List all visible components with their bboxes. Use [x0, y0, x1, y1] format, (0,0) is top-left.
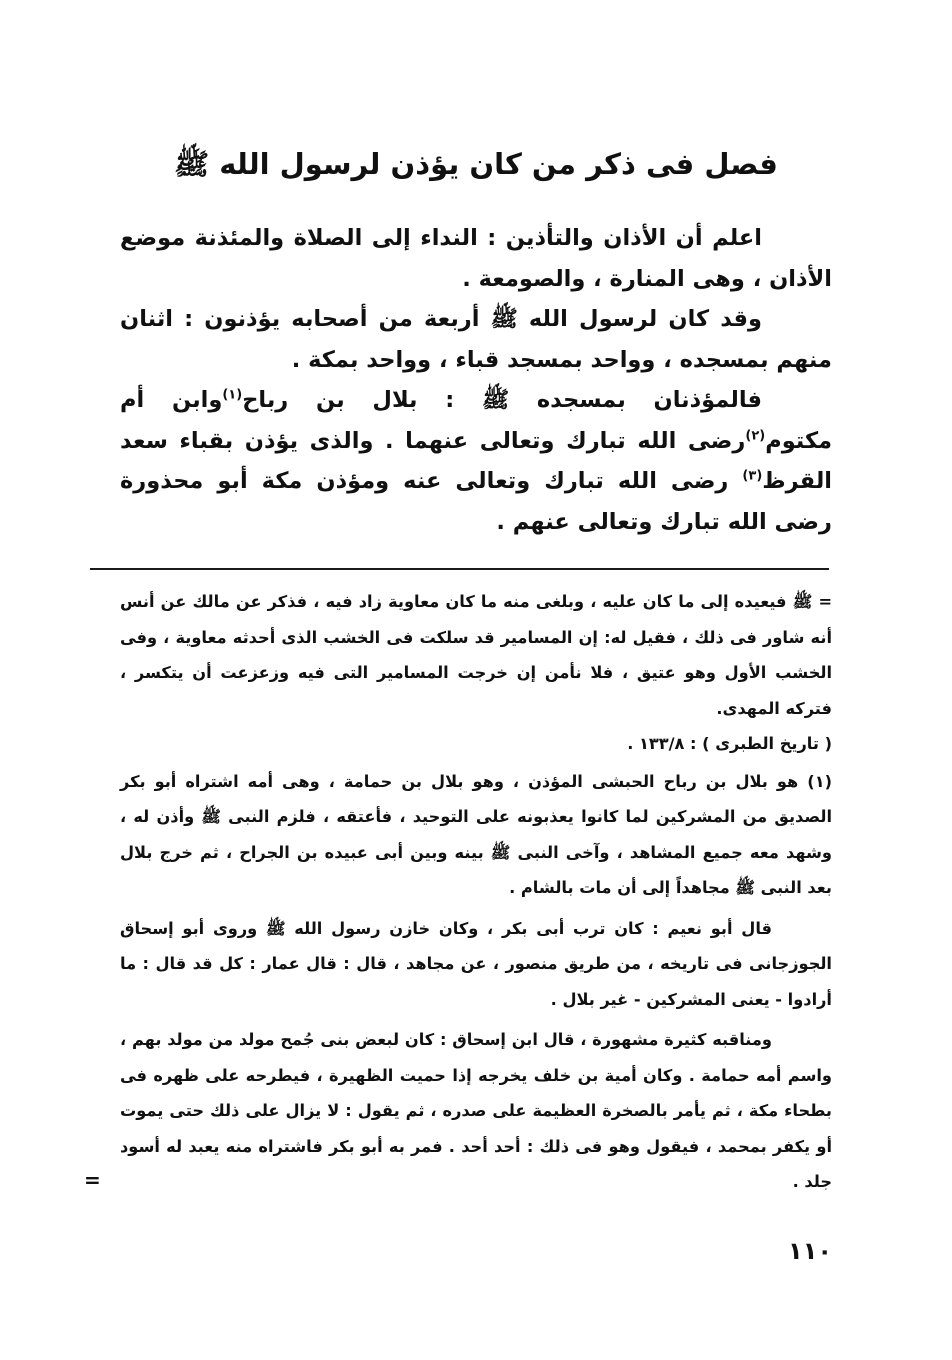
main-paragraph-2: وقد كان لرسول الله ﷺ أربعة من أصحابه يؤذنون : اثنان منهم بمسجده ، وواحد بمسجد قباء ، وواحد بمكة . [120, 306, 832, 373]
paragraph-3-part-d: رضى الله تبارك وتعالى عنه ومؤذن مكة أبو محذورة رضى الله تبارك وتعالى عنهم . [120, 468, 832, 535]
chapter-title: فصل فى ذكر من كان يؤذن لرسول الله ﷺ [174, 147, 778, 181]
footnote-1-paragraph-3: ومناقبه كثيرة مشهورة ، قال ابن إسحاق : كان لبعض بنى جُمح مولد من مولد بهم ، واسم أمه حمامة . وكان أمية بن خلف يخرجه إذا حميت الظهيرة ، فيطرحه على ظهره فى بطحاء مكة ، ثم يأمر بالصخرة العظيمة على صدره ، ثم يقول : لا يزال على ذلك حتى يموت أو يكفر بمحمد ، فيقول وهو فى ذلك : أحد أحد . فمر به أبو بكر فاشتراه منه يعبد له أسود جلد . [120, 1030, 832, 1191]
paragraph-3-part-a: فالمؤذنان بمسجده ﷺ : بلال بن رباح [242, 387, 762, 413]
footnote-continuation [120, 584, 832, 726]
footnote-1-label: (١) [807, 771, 832, 791]
page-number: ١١٠ [788, 1237, 832, 1265]
continuation-reference: ( تاريخ الطبرى ) : ١٣٣/٨ . [627, 734, 832, 753]
footnote-ref-1[interactable]: (١) [222, 387, 243, 403]
paragraph-3-part-c: رضى الله تبارك وتعالى عنهما . والذى يؤذن بقباء سعد القرظ [120, 427, 832, 494]
footnote-1 [120, 764, 832, 906]
footnote-continues-marker: = [84, 1168, 101, 1192]
footnotes-section [120, 584, 832, 1200]
main-paragraph-3 [120, 380, 832, 542]
continuation-text: ﷺ فيعيده إلى ما كان عليه ، وبلغى منه ما كان معاوية زاد فيه ، فذكر عن مالك عن أنس أنه شاور فى ذلك ، فقيل له: إن المسامير قد سلكت فى الخشب الذى أحدثه معاوية ، وفى الخشب الأول وهو عتيق ، فلا نأمن إن خرجت المسامير التى فيه وزعزعت أن يتكسر ، فتركه المهدى. [120, 592, 832, 718]
footnote-ref-3[interactable]: (٣) [742, 468, 763, 484]
main-text [120, 218, 832, 542]
footnote-ref-2[interactable]: (٢) [745, 428, 766, 443]
paragraph-3-part-b: وابن أم مكتوم [120, 387, 832, 454]
main-paragraph-1: اعلم أن الأذان والتأذين : النداء إلى الصلاة والمئذنة موضع الأذان ، وهى المنارة ، والصومعة . [120, 225, 832, 292]
continuation-marker: = [818, 592, 833, 611]
footnote-1-text: هو بلال بن رباح الحبشى المؤذن ، وهو بلال بن حمامة ، وهى أمه اشتراه أبو بكر الصديق من المشركين لما كانوا يعذبونه على التوحيد ، فأعتقه ، فلزم النبى ﷺ وأذن له ، وشهد معه جميع المشاهد ، وآخى النبى ﷺ بينه وبين أبى عبيده بن الجراح ، ثم خرج بلال بعد النبى ﷺ مجاهداً إلى أن مات بالشام . [120, 771, 832, 897]
footnote-divider [90, 568, 829, 570]
footnote-1-paragraph-2: قال أبو نعيم : كان ترب أبى بكر ، وكان خازن رسول الله ﷺ وروى أبو إسحاق الجوزجانى فى تاريخه ، من طريق منصور ، عن مجاهد ، قال : قال عمار : كل قد قال : ما أرادوا - يعنى المشركين - غير بلال . [120, 918, 832, 1009]
